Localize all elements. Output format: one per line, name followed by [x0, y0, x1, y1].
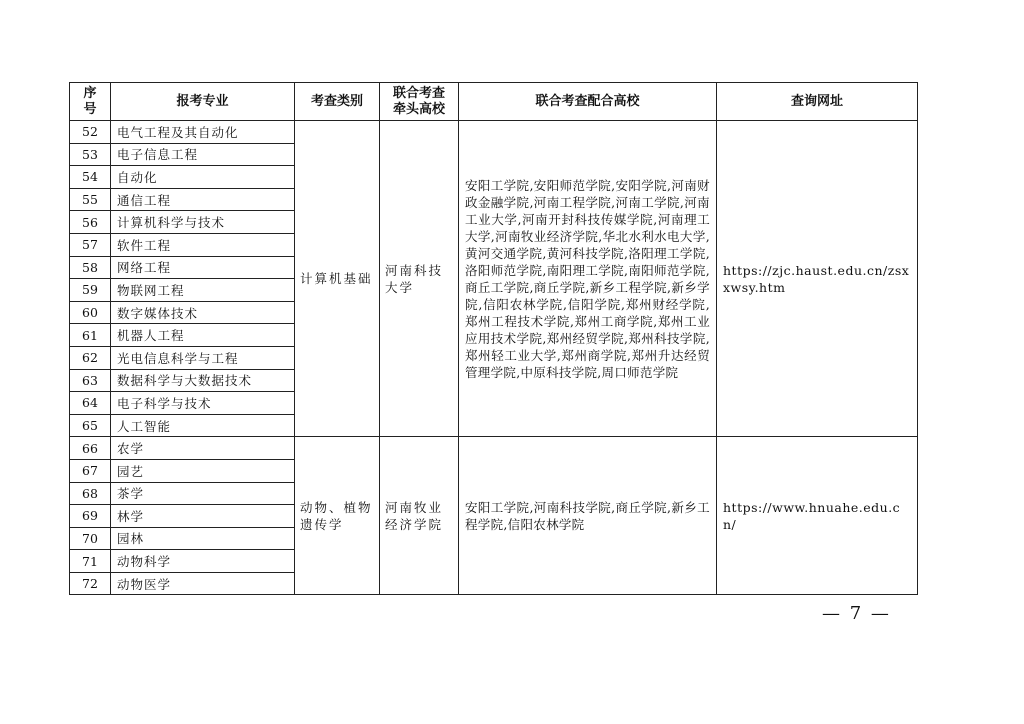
row-major: 计算机科学与技术: [111, 211, 295, 234]
row-seq: 65: [70, 414, 111, 437]
row-major: 动物医学: [111, 572, 295, 595]
row-major: 物联网工程: [111, 279, 295, 302]
row-major: 动物科学: [111, 550, 295, 573]
header-category: 考查类别: [295, 83, 380, 121]
row-major: 电气工程及其自动化: [111, 121, 295, 144]
row-seq: 58: [70, 256, 111, 279]
header-seq: 序号: [70, 83, 111, 121]
row-major: 网络工程: [111, 256, 295, 279]
row-seq: 56: [70, 211, 111, 234]
row-seq: 66: [70, 437, 111, 460]
table-body: [70, 121, 918, 595]
group-lead-university: 河南科技大学: [380, 121, 459, 437]
table-row: [70, 437, 918, 460]
row-major: 数据科学与大数据技术: [111, 369, 295, 392]
row-seq: 55: [70, 188, 111, 211]
row-seq: 69: [70, 505, 111, 528]
page-number: — 7 —: [822, 603, 891, 624]
group-category: 计算机基础: [295, 121, 380, 437]
row-major: 自动化: [111, 166, 295, 189]
table-header-row: [70, 83, 918, 121]
row-seq: 54: [70, 166, 111, 189]
row-seq: 57: [70, 233, 111, 256]
row-seq: 60: [70, 301, 111, 324]
row-major: 茶学: [111, 482, 295, 505]
row-seq: 59: [70, 279, 111, 302]
row-seq: 53: [70, 143, 111, 166]
row-major: 通信工程: [111, 188, 295, 211]
header-major: 报考专业: [111, 83, 295, 121]
row-major: 农学: [111, 437, 295, 460]
group-lead-university: 河南牧业经济学院: [380, 437, 459, 595]
row-major: 机器人工程: [111, 324, 295, 347]
row-seq: 61: [70, 324, 111, 347]
row-seq: 67: [70, 459, 111, 482]
admission-table: [69, 82, 918, 595]
group-partner-universities: 安阳工学院,河南科技学院,商丘学院,新乡工程学院,信阳农林学院: [459, 437, 717, 595]
header-lead: 联合考查牵头高校: [380, 83, 459, 121]
group-category: 动物、植物遗传学: [295, 437, 380, 595]
row-major: 林学: [111, 505, 295, 528]
row-major: 电子信息工程: [111, 143, 295, 166]
group-partner-universities: 安阳工学院,安阳师范学院,安阳学院,河南财政金融学院,河南工程学院,河南工学院,河南工业大学,河南开封科技传媒学院,河南理工大学,河南牧业经济学院,华北水利水电大学,黄河交通学院,黄河科技学院,洛阳理工学院,洛阳师范学院,南阳理工学院,南阳师范学院,商丘工学院,商丘学院,新乡工程学院,新乡学院,信阳农林学院,信阳学院,郑州财经学院,郑州工程技术学院,郑州工商学院,郑州工业应用技术学院,郑州经贸学院,郑州科技学院,郑州轻工业大学,郑州商学院,郑州升达经贸管理学院,中原科技学院,周口师范学院: [459, 121, 717, 437]
row-major: 园林: [111, 527, 295, 550]
row-major: 园艺: [111, 459, 295, 482]
row-major: 电子科学与技术: [111, 392, 295, 415]
table-row: [70, 121, 918, 144]
row-seq: 63: [70, 369, 111, 392]
row-seq: 72: [70, 572, 111, 595]
row-seq: 62: [70, 346, 111, 369]
row-seq: 64: [70, 392, 111, 415]
group-query-url[interactable]: https://www.hnuahe.edu.cn/: [717, 437, 918, 595]
row-seq: 70: [70, 527, 111, 550]
row-major: 光电信息科学与工程: [111, 346, 295, 369]
row-seq: 71: [70, 550, 111, 573]
header-partners: 联合考查配合高校: [459, 83, 717, 121]
group-query-url[interactable]: https://zjc.haust.edu.cn/zsxxwsy.htm: [717, 121, 918, 437]
row-seq: 52: [70, 121, 111, 144]
row-major: 数字媒体技术: [111, 301, 295, 324]
row-major: 软件工程: [111, 233, 295, 256]
row-seq: 68: [70, 482, 111, 505]
row-major: 人工智能: [111, 414, 295, 437]
header-url: 查询网址: [717, 83, 918, 121]
